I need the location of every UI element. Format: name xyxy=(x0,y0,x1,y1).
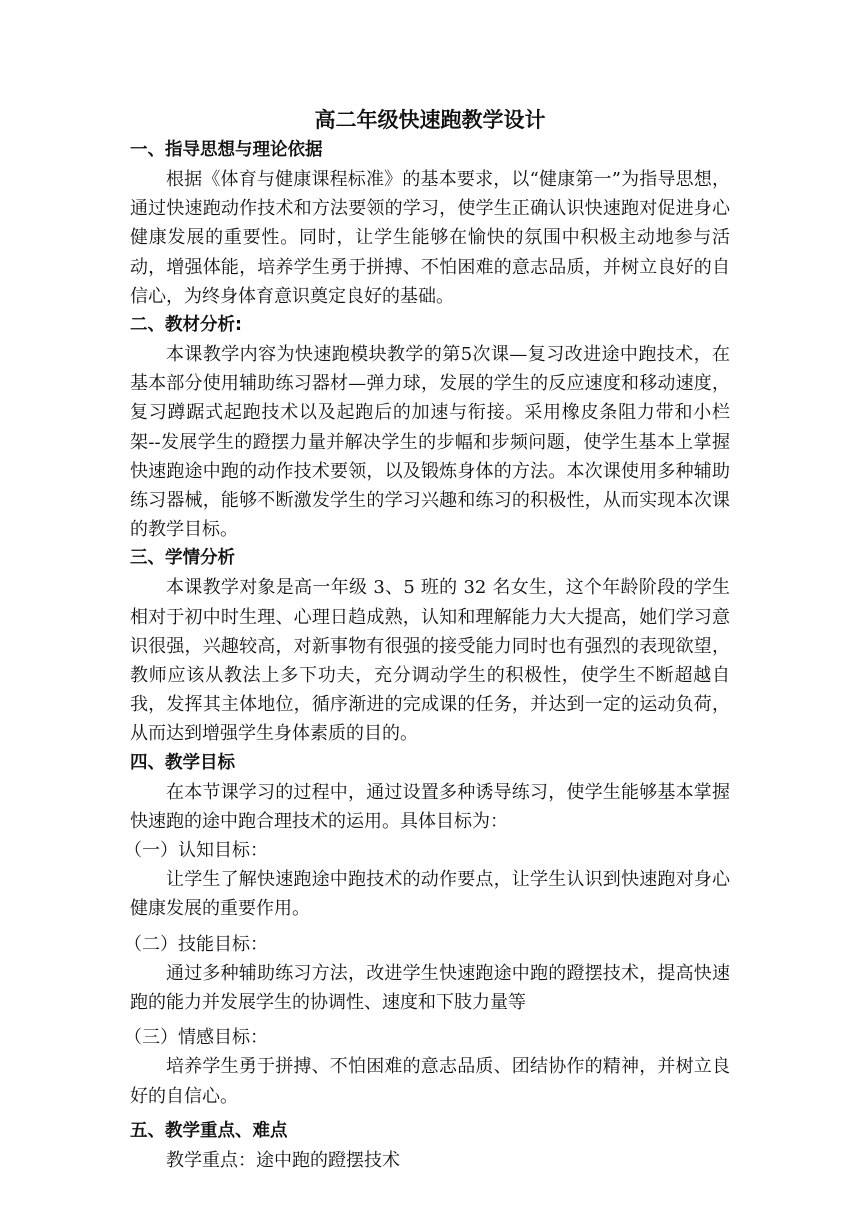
section-heading-learner-analysis: 三、学情分析 xyxy=(130,548,235,569)
section-heading-teaching-goals: 四、教学目标 xyxy=(130,752,235,773)
paragraph-teaching-goals-intro: 在本节课学习的过程中，通过设置多种诱导练习，使学生能够基本掌握快速跑的途中跑合理技术的运用。具体目标为： xyxy=(130,781,730,832)
section-heading-material-analysis: 二、教材分析: xyxy=(130,315,242,336)
paragraph-learner-analysis: 本课教学对象是高一年级 3、5 班的 32 名女生，这个年龄阶段的学生相对于初中时生理、心理日趋成熟，认知和理解能力大大提高，她们学习意识很强，兴趣较高，对新事物有很强的接受能力同时也有强烈的表现欲望，教师应该从教法上多下功夫，充分调动学生的积极性，使学生不断超越自我，发挥其主体地位，循序渐进的完成课的任务，并达到一定的运动负荷，从而达到增强学生身体素质的目的。 xyxy=(130,577,730,745)
section-heading-key-points: 五、教学重点、难点 xyxy=(130,1120,288,1141)
goal-text-emotional: 培养学生勇于拼搏、不怕困难的意志品质、团结协作的精神，并树立良好的自信心。 xyxy=(130,1056,730,1107)
goal-label-skill: （二）技能目标： xyxy=(124,933,268,955)
document-title: 高二年级快速跑教学设计 xyxy=(314,108,546,132)
goal-label-emotional: （三）情感目标： xyxy=(124,1027,268,1049)
goal-text-cognitive: 让学生了解快速跑途中跑技术的动作要点，让学生认识到快速跑对身心健康发展的重要作用。 xyxy=(130,869,730,920)
goal-text-skill: 通过多种辅助练习方法，改进学生快速跑途中跑的蹬摆技术，提高快速跑的能力并发展学生的协调性、速度和下肢力量等 xyxy=(130,962,730,1014)
paragraph-guiding-thought: 根据《体育与健康课程标准》的基本要求，以“健康第一”为指导思想，通过快速跑动作技术和方法要领的学习，使学生正确认识快速跑对促进身心健康发展的重要性。同时，让学生能够在愉快的氛围中积极主动地参与活动，增强体能，培养学生勇于拼搏、不怕困难的意志品质，并树立良好的自信心，为终身体育意识奠定良好的基础。 xyxy=(130,169,730,307)
document-page xyxy=(124,104,730,1175)
paragraph-material-analysis: 本课教学内容为快速跑模块教学的第5次课—复习改进途中跑技术，在基本部分使用辅助练习器材—弹力球，发展的学生的反应速度和移动速度，复习蹲踞式起跑技术以及起跑后的加速与衔接。采用橡皮条阻力带和小栏架--发展学生的蹬摆力量并解决学生的步幅和步频问题，使学生基本上掌握快速跑途中跑的动作技术要领，以及锻炼身体的方法。本次课使用多种辅助练习器械，能够不断激发学生的学习兴趣和练习的积极性，从而实现本次课的教学目标。 xyxy=(130,344,730,541)
paragraph-key-points: 教学重点：途中跑的蹬摆技术 xyxy=(166,1149,400,1171)
section-heading-guiding-thought: 一、指导思想与理论依据 xyxy=(130,140,323,160)
goal-label-cognitive: （一）认知目标： xyxy=(124,840,268,862)
